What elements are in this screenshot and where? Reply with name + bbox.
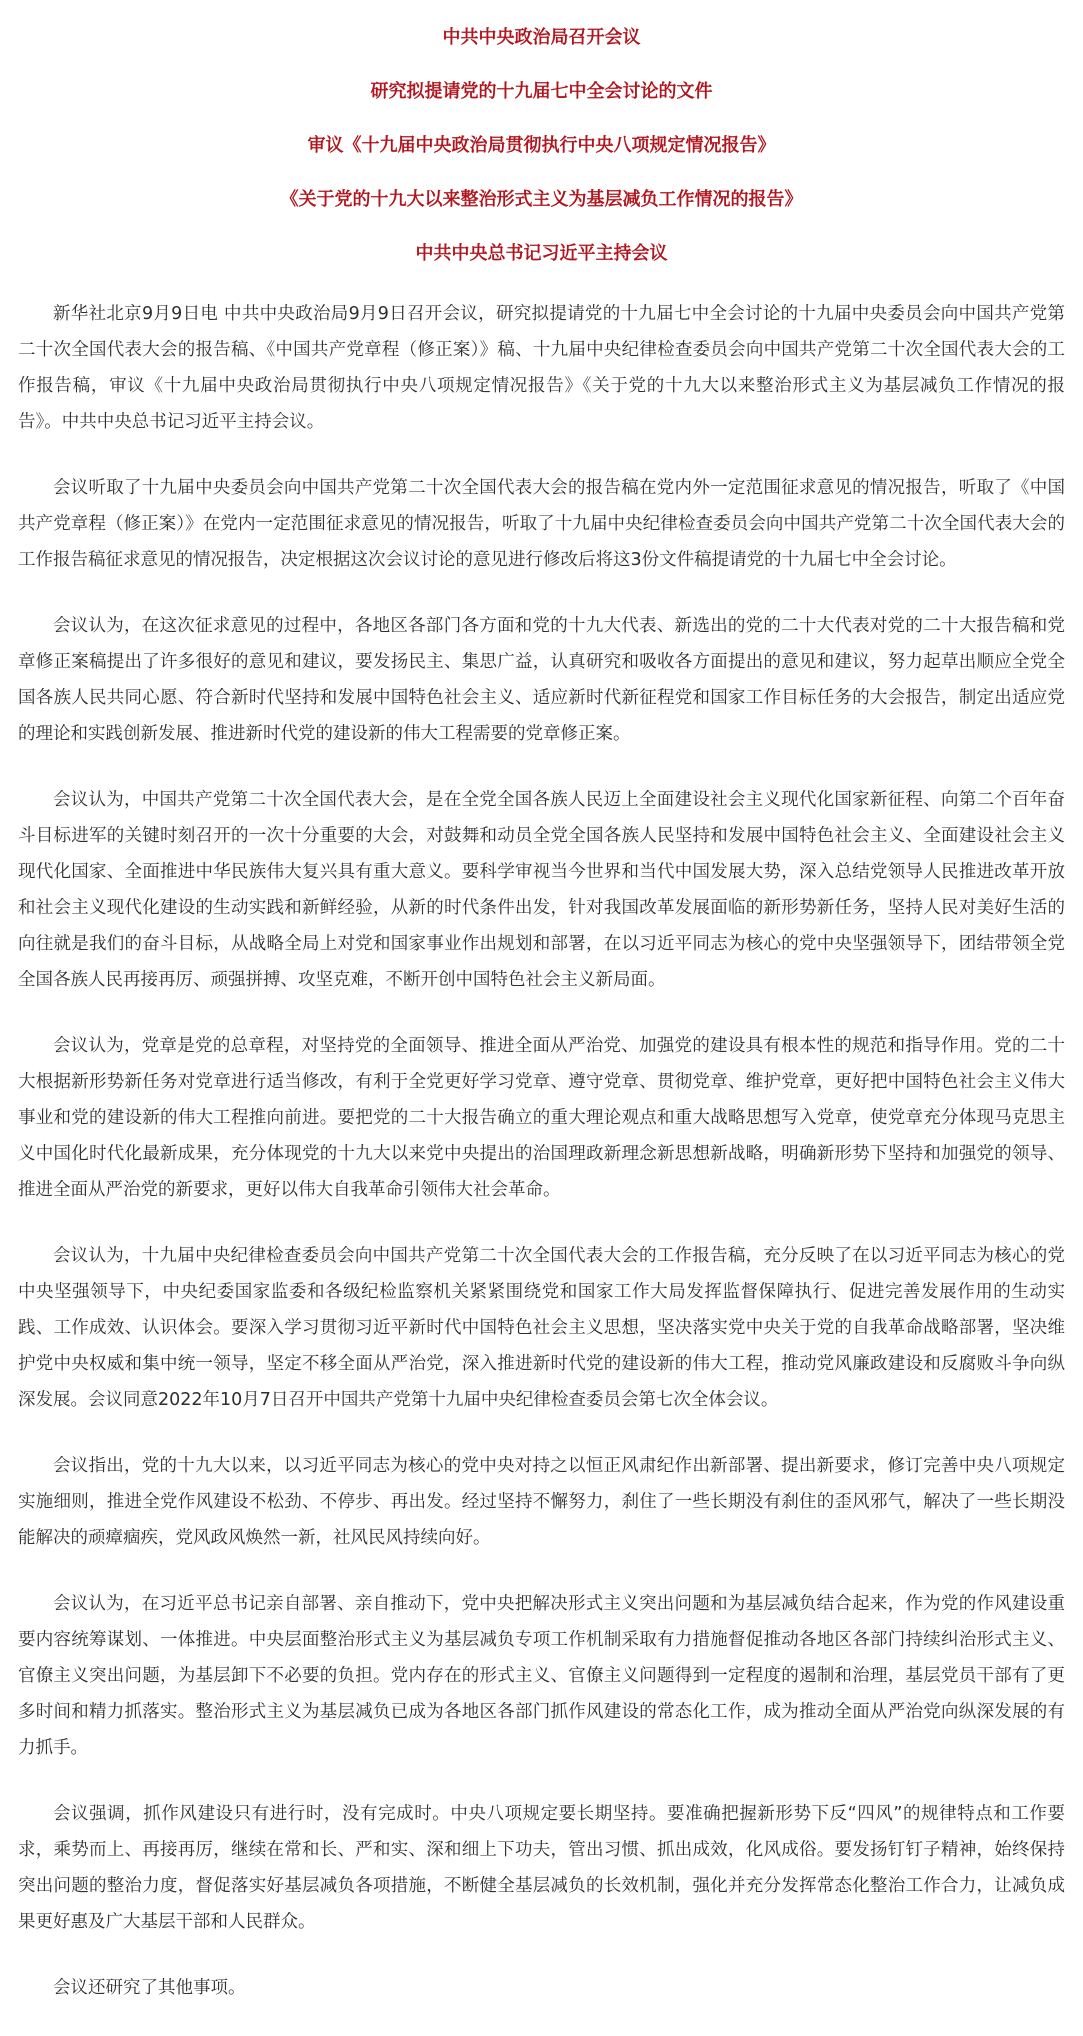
headline-subtitle-1: 研究拟提请党的十九届七中全会讨论的文件 <box>370 81 713 102</box>
article-body <box>18 296 1065 2006</box>
body-paragraph-9: 会议强调，抓作风建设只有进行时，没有完成时。中央八项规定要长期坚持。要准确把握新形势下反“四风”的规律特点和工作要求，乘势而上、再接再厉，继续在常和长、严和实、深和细上下功夫，管出习惯、抓出成效，化风成俗。要发扬钉钉子精神，始终保持突出问题的整治力度，督促落实好基层减负各项措施，不断健全基层减负的长效机制，强化并充分发挥常态化整治工作合力，让减负成果更好惠及广大基层干部和人民群众。 <box>18 1804 1065 1932</box>
body-paragraph-3: 会议认为，在这次征求意见的过程中，各地区各部门各方面和党的十九大代表、新选出的党的二十大代表对党的二十大报告稿和党章修正案稿提出了许多很好的意见和建议，要发扬民主、集思广益，认真研究和吸收各方面提出的意见和建议，努力起草出顺应全党全国各族人民共同心愿、符合新时代坚持和发展中国特色社会主义、适应新时代新征程党和国家工作目标任务的大会报告，制定出适应党的理论和实践创新发展、推进新时代党的建设新的伟大工程需要的党章修正案。 <box>18 616 1065 744</box>
headline-subtitle-4: 中共中央总书记习近平主持会议 <box>415 243 668 264</box>
headline-subtitle-3: 《关于党的十九大以来整治形式主义为基层减负工作情况的报告》 <box>280 189 803 210</box>
headline-subtitle-2: 审议《十九届中央政治局贯彻执行中央八项规定情况报告》 <box>307 135 776 156</box>
body-paragraph-8: 会议认为，在习近平总书记亲自部署、亲自推动下，党中央把解决形式主义突出问题和为基层减负结合起来，作为党的作风建设重要内容统筹谋划、一体推进。中央层面整治形式主义为基层减负专项工作机制采取有力措施督促推动各地区各部门持续纠治形式主义、官僚主义突出问题，为基层卸下不必要的负担。党内存在的形式主义、官僚主义问题得到一定程度的遏制和治理，基层党员干部有了更多时间和精力抓落实。整治形式主义为基层减负已成为各地区各部门抓作风建设的常态化工作，成为推动全面从严治党向纵深发展的有力抓手。 <box>18 1594 1065 1758</box>
body-paragraph-7: 会议指出，党的十九大以来，以习近平同志为核心的党中央对持之以恒正风肃纪作出新部署、提出新要求，修订完善中央八项规定实施细则，推进全党作风建设不松劲、不停步、再出发。经过坚持不懈努力，刹住了一些长期没有刹住的歪风邪气，解决了一些长期没能解决的顽瘴痼疾，党风政风焕然一新，社风民风持续向好。 <box>18 1456 1065 1548</box>
body-paragraph-6: 会议认为，十九届中央纪律检查委员会向中国共产党第二十次全国代表大会的工作报告稿，充分反映了在以习近平同志为核心的党中央坚强领导下，中央纪委国家监委和各级纪检监察机关紧紧围绕党和国家工作大局发挥监督保障执行、促进完善发展作用的生动实践、工作成效、认识体会。要深入学习贯彻习近平新时代中国特色社会主义思想，坚决落实党中央关于党的自我革命战略部署，坚决维护党中央权威和集中统一领导，坚定不移全面从严治党，深入推进新时代党的建设新的伟大工程，推动党风廉政建设和反腐败斗争向纵深发展。会议同意2022年10月7日召开中国共产党第十九届中央纪律检查委员会第七次全体会议。 <box>18 1246 1065 1410</box>
body-paragraph-10: 会议还研究了其他事项。 <box>53 1978 246 1998</box>
body-paragraph-5: 会议认为，党章是党的总章程，对坚持党的全面领导、推进全面从严治党、加强党的建设具有根本性的规范和指导作用。党的二十大根据新形势新任务对党章进行适当修改，有利于全党更好学习党章、遵守党章、贯彻党章、维护党章，更好把中国特色社会主义伟大事业和党的建设新的伟大工程推向前进。要把党的二十大报告确立的重大理论观点和重大战略思想写入党章，使党章充分体现马克思主义中国化时代化最新成果，充分体现党的十九大以来党中央提出的治国理政新理念新思想新战略，明确新形势下坚持和加强党的领导、推进全面从严治党的新要求，更好以伟大自我革命引领伟大社会革命。 <box>18 1036 1065 1200</box>
body-paragraph-1: 新华社北京9月9日电 中共中央政治局9月9日召开会议，研究拟提请党的十九届七中全会讨论的十九届中央委员会向中国共产党第二十次全国代表大会的报告稿、《中国共产党章程（修正案）》稿、十九届中央纪律检查委员会向中国共产党第二十次全国代表大会的工作报告稿，审议《十九届中央政治局贯彻执行中央八项规定情况报告》《关于党的十九大以来整治形式主义为基层减负工作情况的报告》。中共中央总书记习近平主持会议。 <box>18 304 1065 432</box>
body-paragraph-2: 会议听取了十九届中央委员会向中国共产党第二十次全国代表大会的报告稿在党内外一定范围征求意见的情况报告，听取了《中国共产党章程（修正案）》在党内一定范围征求意见的情况报告，听取了十九届中央纪律检查委员会向中国共产党第二十次全国代表大会的工作报告稿征求意见的情况报告，决定根据这次会议讨论的意见进行修改后将这3份文件稿提请党的十九届七中全会讨论。 <box>18 478 1065 570</box>
body-paragraph-4: 会议认为，中国共产党第二十次全国代表大会，是在全党全国各族人民迈上全面建设社会主义现代化国家新征程、向第二个百年奋斗目标进军的关键时刻召开的一次十分重要的大会，对鼓舞和动员全党全国各族人民坚持和发展中国特色社会主义、全面建设社会主义现代化国家、全面推进中华民族伟大复兴具有重大意义。要科学审视当今世界和当代中国发展大势，深入总结党领导人民推进改革开放和社会主义现代化建设的生动实践和新鲜经验，从新的时代条件出发，针对我国改革发展面临的新形势新任务，坚持人民对美好生活的向往就是我们的奋斗目标，从战略全局上对党和国家事业作出规划和部署，在以习近平同志为核心的党中央坚强领导下，团结带领全党全国各族人民再接再厉、顽强拼搏、攻坚克难，不断开创中国特色社会主义新局面。 <box>18 790 1065 990</box>
headline-title: 中共中央政治局召开会议 <box>442 27 641 48</box>
